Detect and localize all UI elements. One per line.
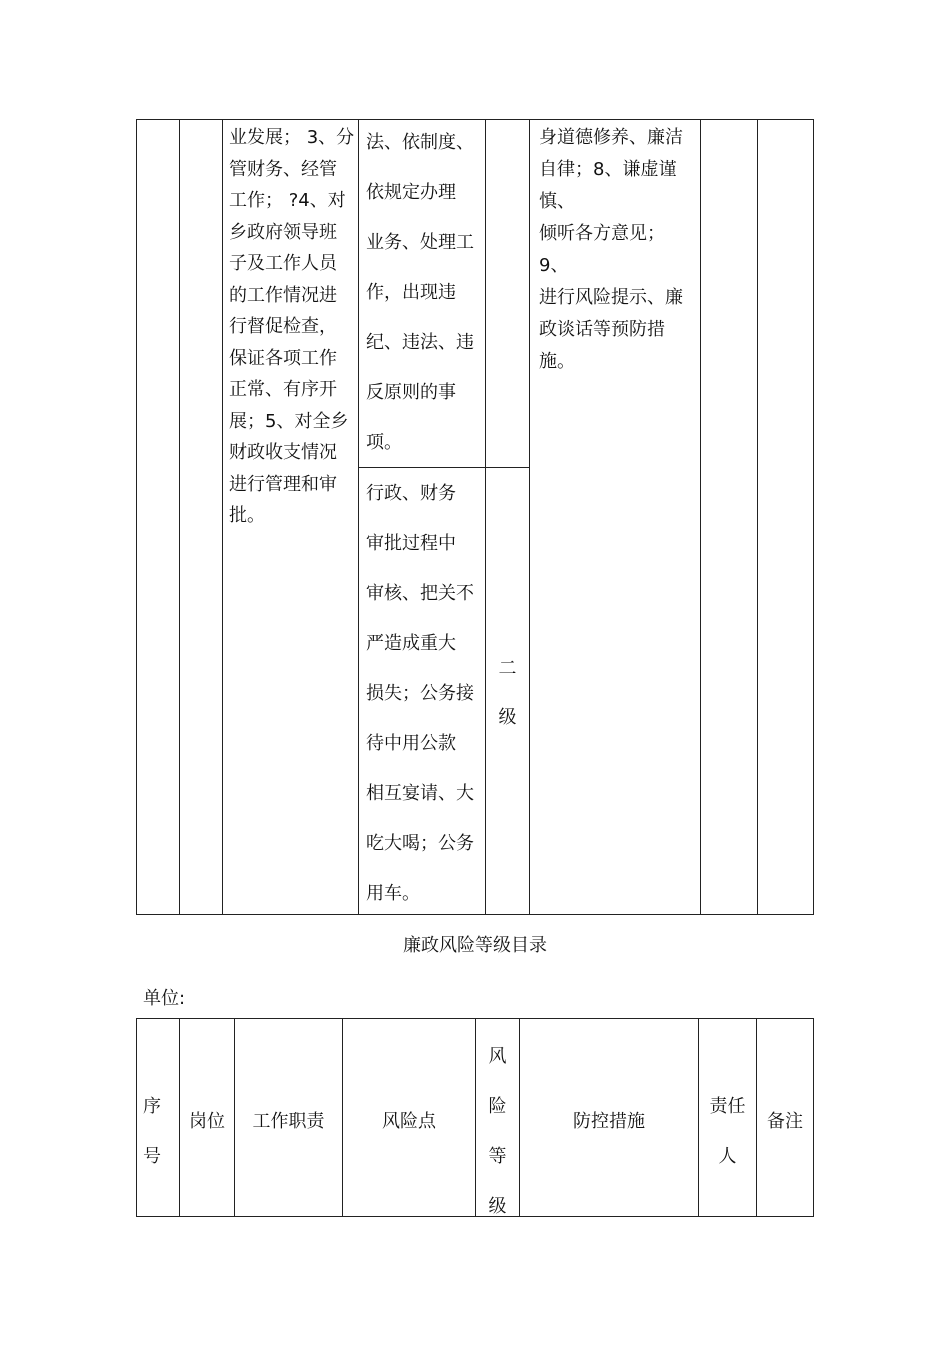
top-table-col-border [222,119,223,915]
measures-cell: 身道德修养、廉洁 自律；8、谦虚谨慎、 倾听各方意见； 9、 进行风险提示、廉 政谈话等预防措 施。 [539,127,683,372]
header-measures: 防控措施 [573,1111,645,1132]
header-responsible: 责任 人 [709,1096,746,1167]
top-table-col-border [358,119,359,915]
duties-cell: 业发展； 3、分 管财务、经管 工作； ?4、对 乡政府领导班 子及工作人员 的工作情况进 行督促检查， 保证各项工作 正常、有序开 展；5、对全乡 财政收支情况 进行管理和审 批。 [229,127,355,526]
top-table-col-border [136,119,137,915]
top-table-col-border [529,119,530,915]
header-table-col-border [813,1018,814,1217]
header-table-col-border [136,1018,137,1217]
header-risk-point: 风险点 [382,1111,436,1132]
header-duties: 工作职责 [252,1111,325,1132]
catalog-title: 廉政风险等级目录 [403,935,547,956]
risk-level-2-cell: 二 级 [498,658,517,728]
header-seq: 序 号 [143,1096,161,1167]
header-risk-level: 风 险 等 级 [488,1046,507,1217]
header-post: 岗位 [189,1111,225,1132]
risk-point-1-cell: 法、依制度、 依规定办理 业务、处理工 作，出现违 纪、违法、违 反原则的事 项。 [366,132,474,453]
header-remarks: 备注 [767,1111,803,1132]
top-table-col-border [813,119,814,915]
unit-label: 单位: [143,988,186,1009]
top-table-col-border [179,119,180,915]
top-table-col-border [757,119,758,915]
top-table-col-border [700,119,701,915]
top-table-col-border [485,119,486,915]
risk-point-2-cell: 行政、财务 审批过程中 审核、把关不 严造成重大 损失；公务接 待中用公款 相互宴请、大 吃大喝；公务 用车。 [366,483,474,904]
